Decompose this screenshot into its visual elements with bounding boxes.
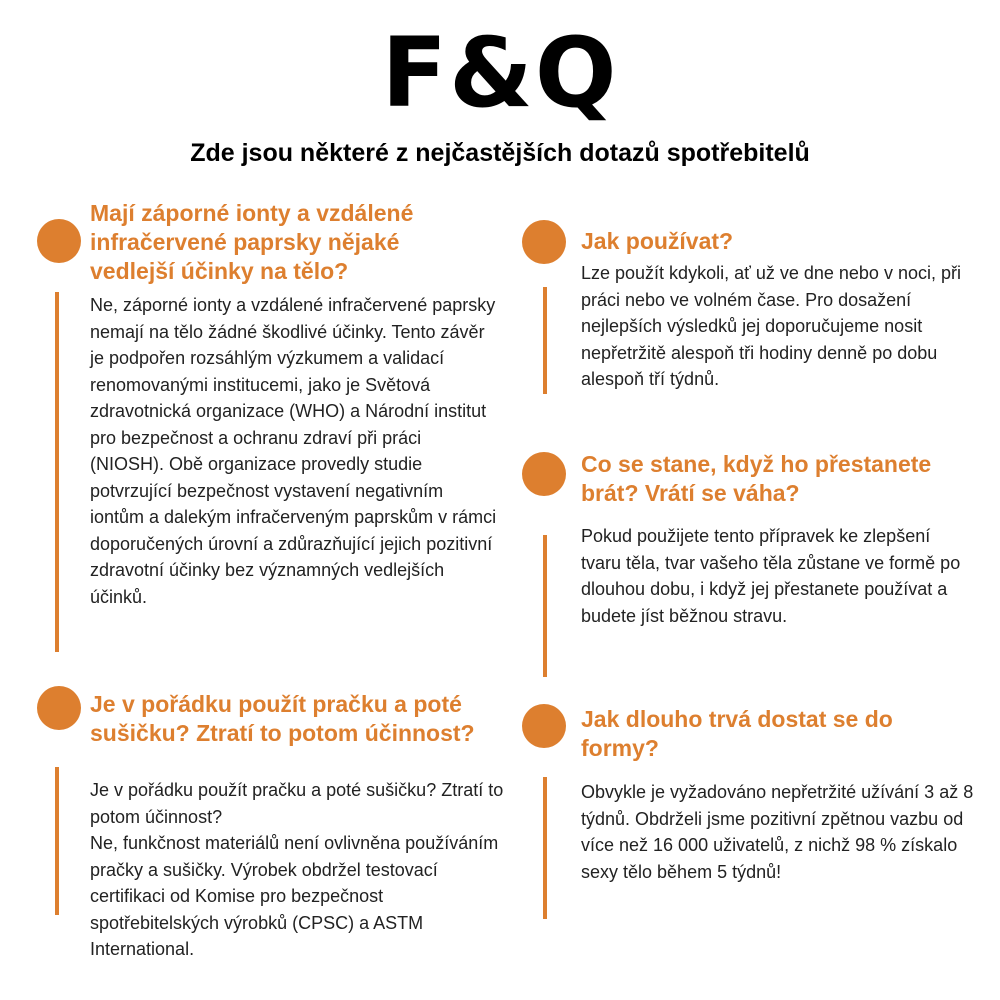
accent-bar [543, 287, 547, 394]
accent-bar [543, 535, 547, 677]
page-subtitle: Zde jsou některé z nejčastějších dotazů spotřebitelů [190, 139, 810, 167]
faq-question: Jak dlouho trvá dostat se do formy? [581, 706, 893, 761]
bullet-dot-icon [522, 704, 566, 748]
faq-answer: Lze použít kdykoli, ať už ve dne nebo v noci, při práci nebo ve volném čase. Pro dosažení nejlepších výsledků jej doporučujeme nosit nepřetržitě alespoň tři hodiny denně po dobu alespoň tří týdnů. [581, 263, 961, 389]
accent-bar [55, 767, 59, 915]
bullet-dot-icon [37, 686, 81, 730]
faq-answer: Pokud použijete tento přípravek ke zlepšení tvaru těla, tvar vašeho těla zůstane ve formě po dlouhou dobu, i když jej přestanete používat a budete jíst běžnou stravu. [581, 526, 961, 626]
accent-bar [543, 777, 547, 919]
faq-question: Mají záporné ionty a vzdálené infračervené paprsky nějaké vedlejší účinky na tělo? [90, 200, 414, 284]
faq-question: Je v pořádku použít pračku a poté sušičku? Ztratí to potom účinnost? [90, 691, 475, 746]
faq-answer: Obvykle je vyžadováno nepřetržité užívání 3 až 8 týdnů. Obdrželi jsme pozitivní zpětnou vazbu od více než 16 000 uživatelů, z nichž 98 % získalo sexy tělo během 5 týdnů! [581, 782, 974, 882]
page-title: F&Q [381, 17, 619, 129]
faq-answer: Je v pořádku použít pračku a poté sušičku? Ztratí to potom účinnost? Ne, funkčnost materiálů není ovlivněna používáním pračky a sušičky. Výrobek obdržel testovací certifikaci od Komise pro bezpečnost spotřebitelských výrobků (CPSC) a ASTM International. [90, 780, 504, 959]
bullet-dot-icon [522, 220, 566, 264]
accent-bar [55, 292, 59, 652]
faq-question: Jak používat? [581, 228, 734, 254]
bullet-dot-icon [522, 452, 566, 496]
faq-answer: Ne, záporné ionty a vzdálené infračervené paprsky nemají na tělo žádné škodlivé účinky. Tento závěr je podpořen rozsáhlým výzkumem a validací renomovanými institucemi, jako je Světová zdravotnická organizace (WHO) a Národní institut pro bezpečnost a ochranu zdraví při práci (NIOSH). Obě organizace provedly studie potvrzující bezpečnost vystavení negativním iontům a dalekým infračerveným paprskům v rámci doporučených úrovní a zdůrazňující jejich pozitivní zdravotní účinky bez významných vedlejších účinků. [90, 295, 497, 607]
faq-question: Co se stane, když ho přestanete brát? Vrátí se váha? [581, 451, 932, 506]
bullet-dot-icon [37, 219, 81, 263]
